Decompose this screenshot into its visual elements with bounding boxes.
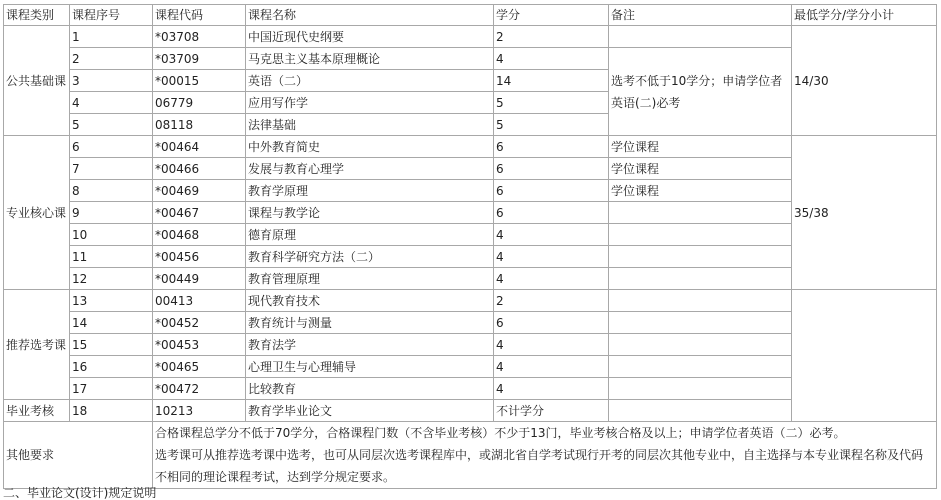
credit-cell: 5 xyxy=(494,92,609,114)
code-cell: 00413 xyxy=(153,290,246,312)
credit-cell: 4 xyxy=(494,224,609,246)
code-cell: *03708 xyxy=(153,26,246,48)
code-cell: *00449 xyxy=(153,268,246,290)
credit-cell: 4 xyxy=(494,334,609,356)
header-code: 课程代码 xyxy=(153,5,246,26)
header-subtotal: 最低学分/学分小计 xyxy=(792,5,937,26)
name-cell: 发展与教育心理学 xyxy=(246,158,494,180)
name-cell: 教育管理原理 xyxy=(246,268,494,290)
name-cell: 应用写作学 xyxy=(246,92,494,114)
other-requirements-row xyxy=(4,422,937,489)
header-name: 课程名称 xyxy=(246,5,494,26)
name-cell: 课程与教学论 xyxy=(246,202,494,224)
code-cell: *00452 xyxy=(153,312,246,334)
table-row xyxy=(4,290,937,312)
note-cell-empty xyxy=(609,312,792,334)
note-cell-empty xyxy=(609,356,792,378)
seq-cell: 12 xyxy=(70,268,153,290)
seq-cell: 3 xyxy=(70,70,153,92)
seq-cell: 5 xyxy=(70,114,153,136)
code-cell: *00453 xyxy=(153,334,246,356)
note-cell xyxy=(609,268,792,290)
credit-cell: 5 xyxy=(494,114,609,136)
credit-cell: 14 xyxy=(494,70,609,92)
name-cell: 德育原理 xyxy=(246,224,494,246)
category-cell: 专业核心课 xyxy=(4,136,70,290)
course-plan-table xyxy=(3,4,937,489)
credit-cell: 4 xyxy=(494,48,609,70)
credit-cell: 6 xyxy=(494,136,609,158)
category-cell: 推荐选考课 xyxy=(4,290,70,400)
credit-cell: 不计学分 xyxy=(494,400,609,422)
category-cell: 毕业考核 xyxy=(4,400,70,422)
credit-cell: 4 xyxy=(494,268,609,290)
seq-cell: 6 xyxy=(70,136,153,158)
seq-cell: 2 xyxy=(70,48,153,70)
name-cell: 教育学原理 xyxy=(246,180,494,202)
credit-cell: 6 xyxy=(494,312,609,334)
seq-cell: 1 xyxy=(70,26,153,48)
table-row xyxy=(4,136,937,158)
note-cell xyxy=(609,224,792,246)
seq-cell: 18 xyxy=(70,400,153,422)
header-note: 备注 xyxy=(609,5,792,26)
code-cell: *00456 xyxy=(153,246,246,268)
code-cell: 06779 xyxy=(153,92,246,114)
note-cell-empty xyxy=(609,290,792,312)
note-cell: 学位课程 xyxy=(609,158,792,180)
code-cell: 10213 xyxy=(153,400,246,422)
code-cell: 08118 xyxy=(153,114,246,136)
name-cell: 教育法学 xyxy=(246,334,494,356)
name-cell: 教育学毕业论文 xyxy=(246,400,494,422)
category-cell: 公共基础课 xyxy=(4,26,70,136)
name-cell: 心理卫生与心理辅导 xyxy=(246,356,494,378)
code-cell: *03709 xyxy=(153,48,246,70)
code-cell: *00467 xyxy=(153,202,246,224)
code-cell: *00468 xyxy=(153,224,246,246)
note-cell xyxy=(609,202,792,224)
credit-cell: 6 xyxy=(494,180,609,202)
note-cell: 学位课程 xyxy=(609,180,792,202)
seq-cell: 7 xyxy=(70,158,153,180)
seq-cell: 8 xyxy=(70,180,153,202)
credit-cell: 4 xyxy=(494,246,609,268)
header-category: 课程类别 xyxy=(4,5,70,26)
name-cell: 马克思主义基本原理概论 xyxy=(246,48,494,70)
other-requirements-text xyxy=(153,422,937,489)
seq-cell: 14 xyxy=(70,312,153,334)
credit-cell: 4 xyxy=(494,378,609,400)
requirement-line-1: 合格课程总学分不低于70学分，合格课程门数（不含毕业考核）不少于13门，毕业考核合格及以上；申请学位者英语（二）必考。 xyxy=(155,426,846,440)
code-cell: *00472 xyxy=(153,378,246,400)
name-cell: 中国近现代史纲要 xyxy=(246,26,494,48)
name-cell: 现代教育技术 xyxy=(246,290,494,312)
header-credit: 学分 xyxy=(494,5,609,26)
footnote: 二、毕业论文(设计)规定说明 xyxy=(3,486,157,500)
note-cell: 学位课程 xyxy=(609,136,792,158)
seq-cell: 10 xyxy=(70,224,153,246)
name-cell: 教育科学研究方法（二） xyxy=(246,246,494,268)
name-cell: 教育统计与测量 xyxy=(246,312,494,334)
name-cell: 比较教育 xyxy=(246,378,494,400)
note-cell: 选考不低于10学分；申请学位者英语(二)必考 xyxy=(609,48,792,136)
seq-cell: 17 xyxy=(70,378,153,400)
code-cell: *00466 xyxy=(153,158,246,180)
seq-cell: 4 xyxy=(70,92,153,114)
note-cell-empty xyxy=(609,334,792,356)
subtotal-cell: 14/30 xyxy=(792,26,937,136)
code-cell: *00465 xyxy=(153,356,246,378)
seq-cell: 16 xyxy=(70,356,153,378)
header-seq: 课程序号 xyxy=(70,5,153,26)
credit-cell: 6 xyxy=(494,158,609,180)
seq-cell: 13 xyxy=(70,290,153,312)
note-cell-empty xyxy=(609,378,792,400)
credit-cell: 2 xyxy=(494,290,609,312)
note-cell-empty xyxy=(609,400,792,422)
code-cell: *00469 xyxy=(153,180,246,202)
requirement-line-2: 选考课可从推荐选考课中选考，也可从同层次选考课程库中，或湖北省自学考试现行开考的同层次其他专业中，自主选择与本专业课程名称及代码不相同的理论课程考试，达到学分规定要求。 xyxy=(155,448,924,484)
credit-cell: 4 xyxy=(494,356,609,378)
credit-cell: 6 xyxy=(494,202,609,224)
name-cell: 中外教育简史 xyxy=(246,136,494,158)
code-cell: *00464 xyxy=(153,136,246,158)
seq-cell: 15 xyxy=(70,334,153,356)
table-row xyxy=(4,26,937,48)
seq-cell: 9 xyxy=(70,202,153,224)
other-requirements-label: 其他要求 xyxy=(4,422,153,489)
header-row xyxy=(4,5,937,26)
note-cell-empty xyxy=(609,26,792,48)
seq-cell: 11 xyxy=(70,246,153,268)
credit-cell: 2 xyxy=(494,26,609,48)
note-cell xyxy=(609,246,792,268)
code-cell: *00015 xyxy=(153,70,246,92)
name-cell: 英语（二） xyxy=(246,70,494,92)
subtotal-cell-empty xyxy=(792,290,937,422)
name-cell: 法律基础 xyxy=(246,114,494,136)
subtotal-cell: 35/38 xyxy=(792,136,937,290)
